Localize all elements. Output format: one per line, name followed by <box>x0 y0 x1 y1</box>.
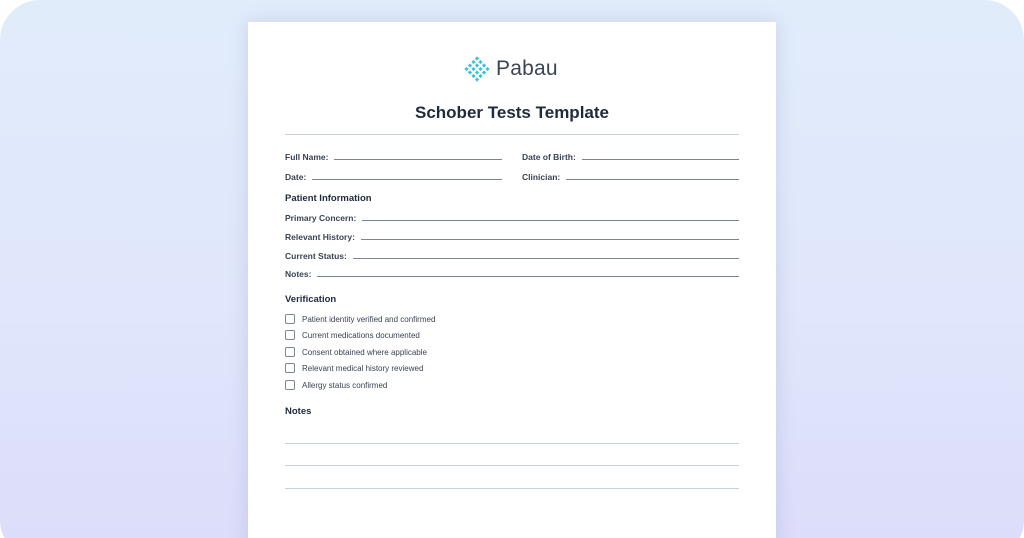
verification-item-label: Consent obtained where applicable <box>302 347 427 357</box>
verification-item-label: Relevant medical history reviewed <box>302 363 424 373</box>
full-name-line[interactable] <box>334 152 502 160</box>
notes-label: Notes: <box>285 269 312 279</box>
verification-item[interactable] <box>285 347 427 357</box>
clinician-label: Clinician: <box>522 172 561 182</box>
date-of-birth-field[interactable] <box>522 152 739 162</box>
checkbox[interactable] <box>285 380 295 390</box>
date-of-birth-label: Date of Birth: <box>522 152 576 162</box>
verification-item[interactable] <box>285 314 435 324</box>
relevant-history-label: Relevant History: <box>285 232 355 242</box>
verification-item[interactable] <box>285 380 387 390</box>
primary-concern-label: Primary Concern: <box>285 213 357 223</box>
primary-concern-line[interactable] <box>362 213 739 221</box>
verification-item[interactable] <box>285 363 423 373</box>
checkbox[interactable] <box>285 330 295 340</box>
date-of-birth-line[interactable] <box>582 152 739 160</box>
diamond-grid-logo-icon <box>464 56 490 82</box>
verification-item-label: Current medications documented <box>302 330 420 340</box>
checkbox[interactable] <box>285 314 295 324</box>
verification-heading: Verification <box>285 294 337 305</box>
primary-concern-field[interactable] <box>285 213 739 223</box>
brand-name: Pabau <box>496 57 558 80</box>
clinician-line[interactable] <box>566 172 739 180</box>
full-name-label: Full Name: <box>285 152 329 162</box>
brand-logo <box>464 56 558 82</box>
title-divider <box>285 134 739 135</box>
patient-information-heading: Patient Information <box>285 193 372 204</box>
document-title: Schober Tests Template <box>415 103 609 122</box>
relevant-history-field[interactable] <box>285 232 739 242</box>
checkbox[interactable] <box>285 363 295 373</box>
verification-item-label: Allergy status confirmed <box>302 380 388 390</box>
form-document <box>248 22 776 538</box>
notes-field[interactable] <box>285 269 739 279</box>
full-name-field[interactable] <box>285 152 502 162</box>
notes-line[interactable] <box>285 443 739 444</box>
date-field[interactable] <box>285 172 502 182</box>
clinician-field[interactable] <box>522 172 739 182</box>
current-status-field[interactable] <box>285 251 739 261</box>
verification-item-label: Patient identity verified and confirmed <box>302 314 436 324</box>
date-label: Date: <box>285 172 307 182</box>
checkbox[interactable] <box>285 347 295 357</box>
current-status-label: Current Status: <box>285 251 347 261</box>
relevant-history-line[interactable] <box>361 232 739 240</box>
notes-heading: Notes <box>285 406 312 417</box>
current-status-line[interactable] <box>353 251 739 259</box>
notes-line[interactable] <box>285 488 739 489</box>
date-line[interactable] <box>312 172 502 180</box>
notes-line[interactable] <box>317 269 739 277</box>
verification-item[interactable] <box>285 330 420 340</box>
notes-line[interactable] <box>285 465 739 466</box>
